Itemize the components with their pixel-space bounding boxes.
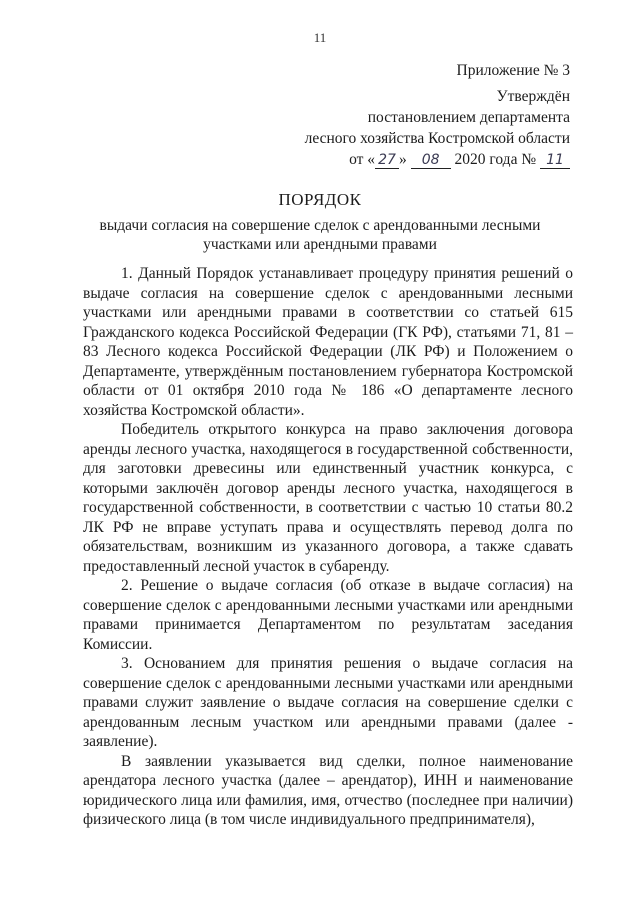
paragraph-1: 1. Данный Порядок устанавливает процедуру принятия решений о выдаче согласия на совершение сделок с арендованными лесными участками или арендными правами в соответствии со статьей 615 Гражданского кодекса Российской Федерации (ГК РФ), статьями 71, 81 – 83 Лесного кодекса Российской Федерации (ЛК РФ) и Положением о Департаменте, утверждённым постановлением губернатора Костромской области от 01 октября 2010 года № 186 «О департаменте лесного хозяйства Костромской области». bbox=[83, 265, 573, 419]
handwritten-month: 08 bbox=[411, 152, 451, 169]
paragraph-3: 2. Решение о выдаче согласия (об отказе в выдаче согласия) на совершение сделок с арендованными лесными участками или арендными правами принимается Департаментом по результатам заседания Комиссии. bbox=[83, 577, 573, 653]
approved-label: Утверждён bbox=[496, 88, 570, 105]
handwritten-day: 27 bbox=[375, 152, 399, 169]
annex-label: Приложение № 3 bbox=[456, 62, 570, 79]
approval-date-line bbox=[305, 149, 570, 170]
handwritten-doc-number: 11 bbox=[540, 152, 570, 169]
date-mid: » bbox=[399, 151, 407, 168]
document-title: ПОРЯДОК bbox=[278, 190, 362, 209]
page-number: 11 bbox=[313, 30, 327, 45]
paragraph-5: В заявлении указывается вид сделки, полное наименование арендатора лесного участка (далее – арендатор), ИНН и наименование юридического лица или фамилия, имя, отчество (последнее при наличии) физического лица (в том числе индивидуального предпринимателя), bbox=[83, 752, 573, 828]
resolution-label: постановлением департамента bbox=[367, 109, 570, 126]
approval-block bbox=[305, 60, 570, 170]
date-year-text: 2020 года № bbox=[454, 151, 537, 168]
paragraph-4: 3. Основанием для принятия решения о выдаче согласия на совершение сделок с арендованными лесными участками или арендными правами служит заявление о выдаче согласия на совершение сделки с арендованным лесным участком или арендными правами (далее - заявление). bbox=[83, 655, 573, 750]
paragraph-2: Победитель открытого конкурса на право заключения договора аренды лесного участка, находящегося в государственной собственности, для заготовки древесины или единственный участник конкурса, с которыми заключён договор аренды лесного участка, находящегося в государственной собственности, в соответствии с частью 10 статьи 80.2 ЛК РФ не вправе уступать права и осуществлять перевод долга по обязательствам, возникшим из указанного договора, а также сдавать предоставленный лесной участок в субаренду. bbox=[83, 421, 573, 575]
document-body bbox=[83, 264, 573, 830]
document-subtitle-line-2: участками или арендными правами bbox=[203, 236, 437, 253]
date-prefix: от « bbox=[349, 151, 376, 168]
department-label: лесного хозяйства Костромской области bbox=[304, 130, 570, 147]
title-block bbox=[0, 190, 640, 254]
document-subtitle-line-1: выдачи согласия на совершение сделок с арендованными лесными bbox=[99, 217, 541, 234]
